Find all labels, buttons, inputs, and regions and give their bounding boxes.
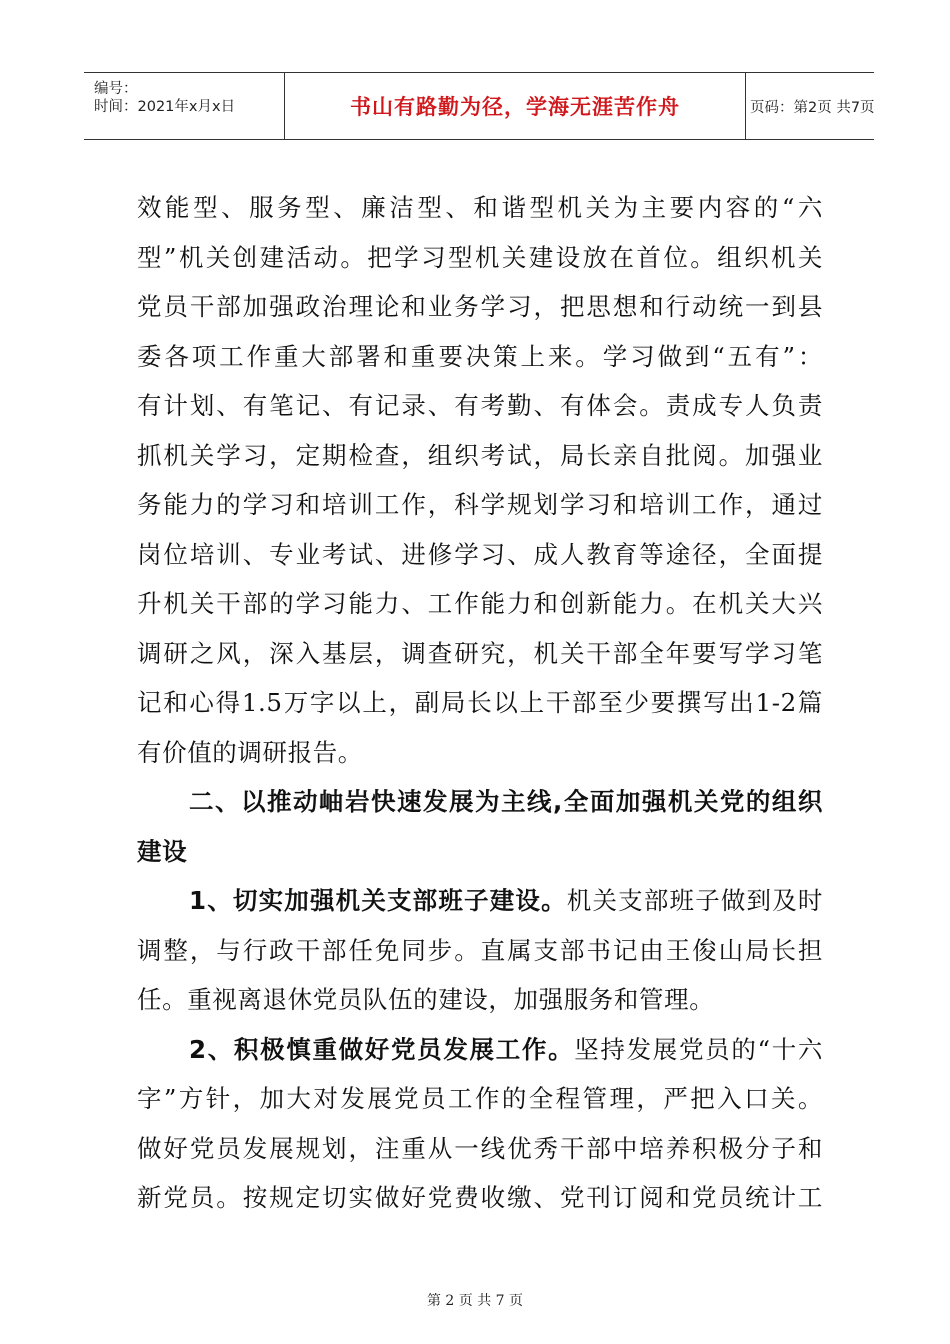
motto-text: 书山有路勤为径，学海无涯苦作舟 xyxy=(350,95,680,119)
body-line: 党员干部加强政治理论和业务学习，把思想和行动统一到县 xyxy=(137,292,823,321)
paragraph-first-line xyxy=(137,1025,823,1075)
paragraph-lead: 2、积极慎重做好党员发展工作。 xyxy=(189,1034,575,1064)
paragraph-first-line xyxy=(137,876,823,926)
header-page-cell xyxy=(744,73,874,139)
body-line: 委各项工作重大部署和重要决策上来。学习做到“五有”： xyxy=(137,341,823,371)
body-line: 调研之风，深入基层，调查研究，机关干部全年要写学习笔 xyxy=(137,638,823,668)
body-line: 岗位培训、专业考试、进修学习、成人教育等途径，全面提 xyxy=(137,539,823,569)
body-line: 升机关干部的学习能力、工作能力和创新能力。在机关大兴 xyxy=(137,589,823,618)
body-line: 任。重视离退休党员队伍的建设，加强服务和管理。 xyxy=(137,985,715,1014)
paragraph-text: 坚持发展党员的“十六 xyxy=(574,1034,823,1064)
body-line: 抓机关学习，定期检查，组织考试，局长亲自批阅。加强业 xyxy=(137,440,823,470)
paragraph-lead: 1、切实加强机关支部班子建设。 xyxy=(189,886,567,915)
body-line: 调整，与行政干部任免同步。直属支部书记由王俊山局长担 xyxy=(137,935,823,965)
paragraph-text: 机关支部班子做到及时 xyxy=(566,886,824,915)
body-line: 有计划、有笔记、有记录、有考勤、有体会。责成专人负责 xyxy=(137,391,823,420)
header-meta-cell xyxy=(84,73,284,139)
header-page-number: 页码：第2页 共7页 xyxy=(750,99,875,116)
document-body xyxy=(137,183,823,1223)
body-line: 记和心得1.5万字以上，副局长以上干部至少要撰写出1-2篇 xyxy=(137,688,823,717)
section-heading-continued: 建设 xyxy=(137,836,188,866)
body-line: 有价值的调研报告。 xyxy=(137,737,363,767)
body-line: 效能型、服务型、廉洁型、和谐型机关为主要内容的“六 xyxy=(137,193,823,222)
body-line: 新党员。按规定切实做好党费收缴、党刊订阅和党员统计工 xyxy=(137,1183,823,1212)
body-line: 务能力的学习和培训工作，科学规划学习和培训工作，通过 xyxy=(137,490,823,519)
header-table xyxy=(84,72,874,140)
body-line: 型”机关创建活动。把学习型机关建设放在首位。组织机关 xyxy=(137,242,823,272)
header-motto-cell xyxy=(284,73,746,139)
section-heading: 二、以推动岫岩快速发展为主线,全面加强机关党的组织 xyxy=(189,787,823,816)
serial-number-label: 编号： xyxy=(94,81,138,97)
page-footer: 第 2 页 共 7 页 xyxy=(426,1293,524,1309)
body-line: 字”方针，加大对发展党员工作的全程管理，严把入口关。 xyxy=(137,1084,823,1113)
body-line: 做好党员发展规划，注重从一线优秀干部中培养积极分子和 xyxy=(137,1133,823,1163)
date-label: 时间：2021年x月x日 xyxy=(94,99,236,115)
